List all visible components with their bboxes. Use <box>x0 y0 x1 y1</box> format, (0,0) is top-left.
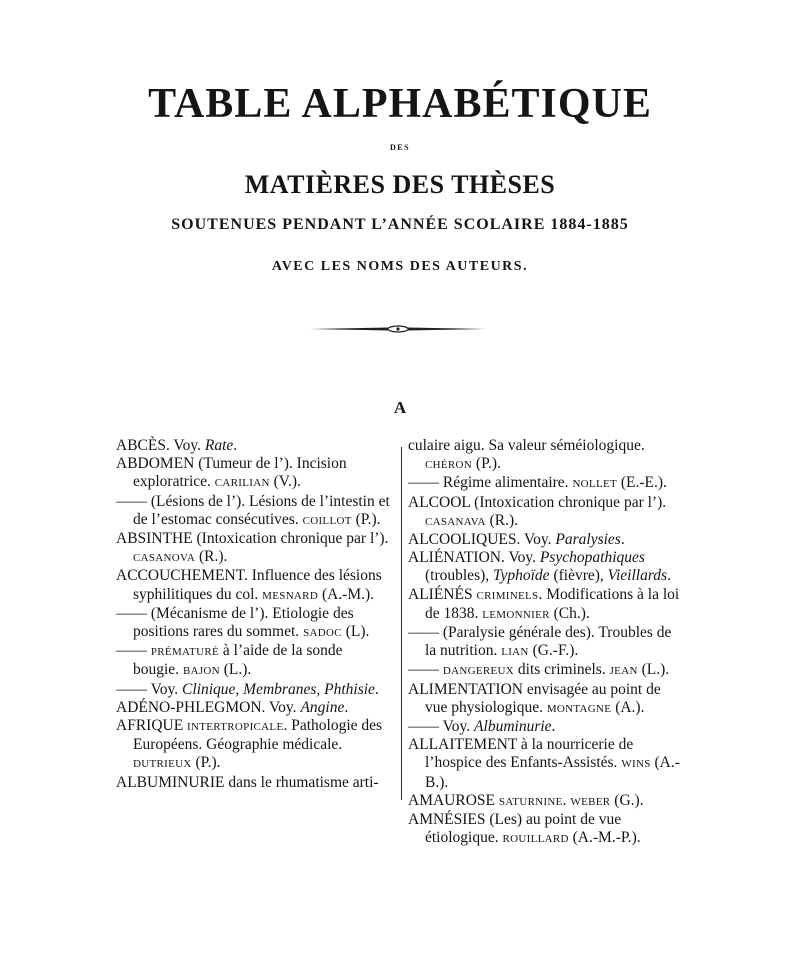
entry-text: . Pathologie des Européens. Géographie médicale. <box>133 717 383 754</box>
entry-text: (A.). <box>611 698 645 716</box>
author-name: SADOC <box>303 627 342 640</box>
index-entry <box>116 493 392 530</box>
entry-text: (R.). <box>485 511 518 529</box>
author-name: SATURNINE <box>498 795 563 808</box>
author-name: BAJON <box>182 665 220 678</box>
index-entry <box>116 530 392 567</box>
entry-text: ALCOOL (Intoxication chronique par l’). <box>408 493 667 511</box>
entry-text: (L.). <box>219 661 252 679</box>
entry-text: AFRIQUE <box>116 717 188 735</box>
entry-text: (P.). <box>351 510 381 528</box>
entry-text: —— Voy. <box>116 680 183 698</box>
author-name: JEAN <box>609 665 638 678</box>
index-column-right <box>408 437 686 848</box>
entry-text: —— <box>116 642 151 660</box>
index-entry <box>408 549 686 585</box>
index-entry <box>408 736 686 792</box>
entry-text: —— (Lésions de l’). Lésions de l’intestin et de l’estomac consécutives. <box>116 492 390 528</box>
ornament-rule <box>308 323 488 335</box>
entry-text: AMAUROSE <box>408 791 499 809</box>
cross-reference: Albuminurie <box>474 718 552 736</box>
author-name: CHÉRON <box>425 459 473 472</box>
index-entry <box>116 567 392 604</box>
author-name: NOLLET <box>572 478 618 491</box>
entry-text: (L.). <box>637 661 670 679</box>
entry-text: . <box>620 531 625 549</box>
entry-text: (A.-M.-P.). <box>568 829 641 847</box>
page-subtitle: MATIÈRES DES THÈSES <box>244 170 556 199</box>
entry-text: ALIÉNATION. Voy. <box>408 549 540 567</box>
entry-text: . <box>233 437 238 454</box>
cross-reference: Psychopathiques <box>539 549 645 567</box>
entry-text: ALBUMINURIE dans le rhumatisme arti- <box>116 773 379 791</box>
cross-reference: Clinique, Membranes, Phthisie <box>182 680 375 698</box>
subtitle-line-2: AVEC LES NOMS DES AUTEURS. <box>271 259 529 274</box>
cross-reference: Angine <box>300 698 345 716</box>
entry-text: (fièvre), <box>549 567 608 585</box>
entry-text: (R.). <box>195 548 228 566</box>
entry-text: . <box>374 680 379 698</box>
page-title: TABLE ALPHABÉTIQUE <box>148 81 652 127</box>
entry-text: (E.-E.). <box>617 474 667 492</box>
author-name: CARILIAN <box>214 477 270 490</box>
index-entry <box>116 437 392 455</box>
index-entry <box>408 661 686 680</box>
author-name: WINS <box>621 758 651 771</box>
entry-text: . Modifications à la loi de 1838. <box>425 585 680 622</box>
index-entry <box>408 811 686 848</box>
index-entry <box>116 717 392 774</box>
title-connector: DES <box>389 143 411 152</box>
entry-text: ABDOMEN (Tumeur de l’). Incision exploratrice. <box>116 455 347 491</box>
subtitle-line-1: SOUTENUES PENDANT L’ANNÉE SCOLAIRE 1884-1885 <box>171 216 629 233</box>
entry-text: (L). <box>341 623 370 641</box>
index-entry <box>116 681 392 699</box>
author-name: CASANOVA <box>133 552 196 565</box>
index-entry <box>408 531 686 549</box>
entry-text: —— Régime alimentaire. <box>408 474 573 492</box>
entry-text: (Ch.). <box>549 604 590 622</box>
index-entry <box>408 494 686 531</box>
index-entry <box>116 605 392 642</box>
entry-text: . <box>344 698 349 716</box>
entry-text: ALIÉNÉS <box>408 585 477 603</box>
index-entry <box>408 681 686 718</box>
index-entry <box>116 642 392 680</box>
author-name: PRÉMATURÉ <box>150 646 219 659</box>
index-entry <box>408 792 686 811</box>
author-name: WEBER <box>570 795 611 808</box>
entry-text: AMNÉSIES (Les) au point de vue étiologique. <box>408 811 622 847</box>
index-entry <box>408 586 686 624</box>
entry-text: —— <box>408 661 443 679</box>
index-entry <box>408 474 686 493</box>
index-entry <box>408 718 686 736</box>
entry-text: (G.). <box>610 791 644 809</box>
entry-text: (P.). <box>191 754 221 772</box>
index-entry <box>116 774 392 792</box>
author-name: MONTAGNE <box>546 702 612 715</box>
author-name: MESNARD <box>262 589 319 602</box>
author-name: LEMONNIER <box>482 608 550 621</box>
entry-text: ABSINTHE (Intoxication chronique par l’). <box>116 530 389 548</box>
entry-text: (A.-M.). <box>318 585 375 603</box>
entry-text: ADÉNO-PHLEGMON. Voy. <box>116 698 301 716</box>
entry-text: ACCOUCHEMENT. Influence des lésions syphilitiques du col. <box>116 567 382 603</box>
cross-reference: Vieillards <box>607 567 668 585</box>
author-name: LIAN <box>501 646 529 659</box>
author-name: DUTRIEUX <box>133 758 192 771</box>
entry-text: (P.). <box>472 455 501 473</box>
entry-text: à l’aide de la sonde bougie. <box>133 642 343 679</box>
index-column-left <box>116 437 392 792</box>
entry-text: . <box>667 567 671 585</box>
entry-text: —— (Mécanisme de l’). Etiologie des positions rares du sommet. <box>116 604 354 641</box>
author-name: COILLOT <box>302 514 352 527</box>
section-letter: A <box>393 398 407 417</box>
index-entry <box>116 699 392 717</box>
entry-text: (G.-F.). <box>528 642 579 660</box>
index-entry <box>408 437 686 474</box>
index-entry <box>116 455 392 492</box>
author-name: ROUILLARD <box>502 833 569 846</box>
index-entry <box>408 624 686 661</box>
entry-text: ABCÈS. Voy. <box>116 437 205 454</box>
entry-text: —— (Paralysie générale des). Troubles de la nutrition. <box>408 624 672 660</box>
entry-text: ALLAITEMENT à la nourricerie de l’hospice des Enfants-Assistés. <box>408 736 634 772</box>
entry-text: (troubles), <box>425 567 494 585</box>
column-divider <box>401 447 402 800</box>
author-name: CRIMINELS <box>476 589 539 602</box>
entry-text: (V.). <box>269 473 301 491</box>
entry-text: culaire aigu. Sa valeur séméiologique. <box>408 437 645 454</box>
cross-reference: Typhoïde <box>493 567 550 585</box>
cross-reference: Paralysies <box>555 531 621 549</box>
entry-text: ALCOOLIQUES. Voy. <box>408 531 556 549</box>
entry-text: —— Voy. <box>408 718 475 736</box>
author-name: CASANAVA <box>425 515 486 528</box>
author-name: INTERTROPICALE <box>187 721 284 734</box>
cross-reference: Rate <box>204 437 234 454</box>
entry-text: (A.-B.). <box>425 754 680 791</box>
entry-text: . <box>551 718 556 736</box>
author-name: DANGEREUX <box>442 665 515 678</box>
entry-text: . <box>562 791 571 809</box>
entry-text: ALIMENTATION envisagée au point de vue physiologique. <box>408 680 661 716</box>
entry-text: dits criminels. <box>514 661 610 679</box>
